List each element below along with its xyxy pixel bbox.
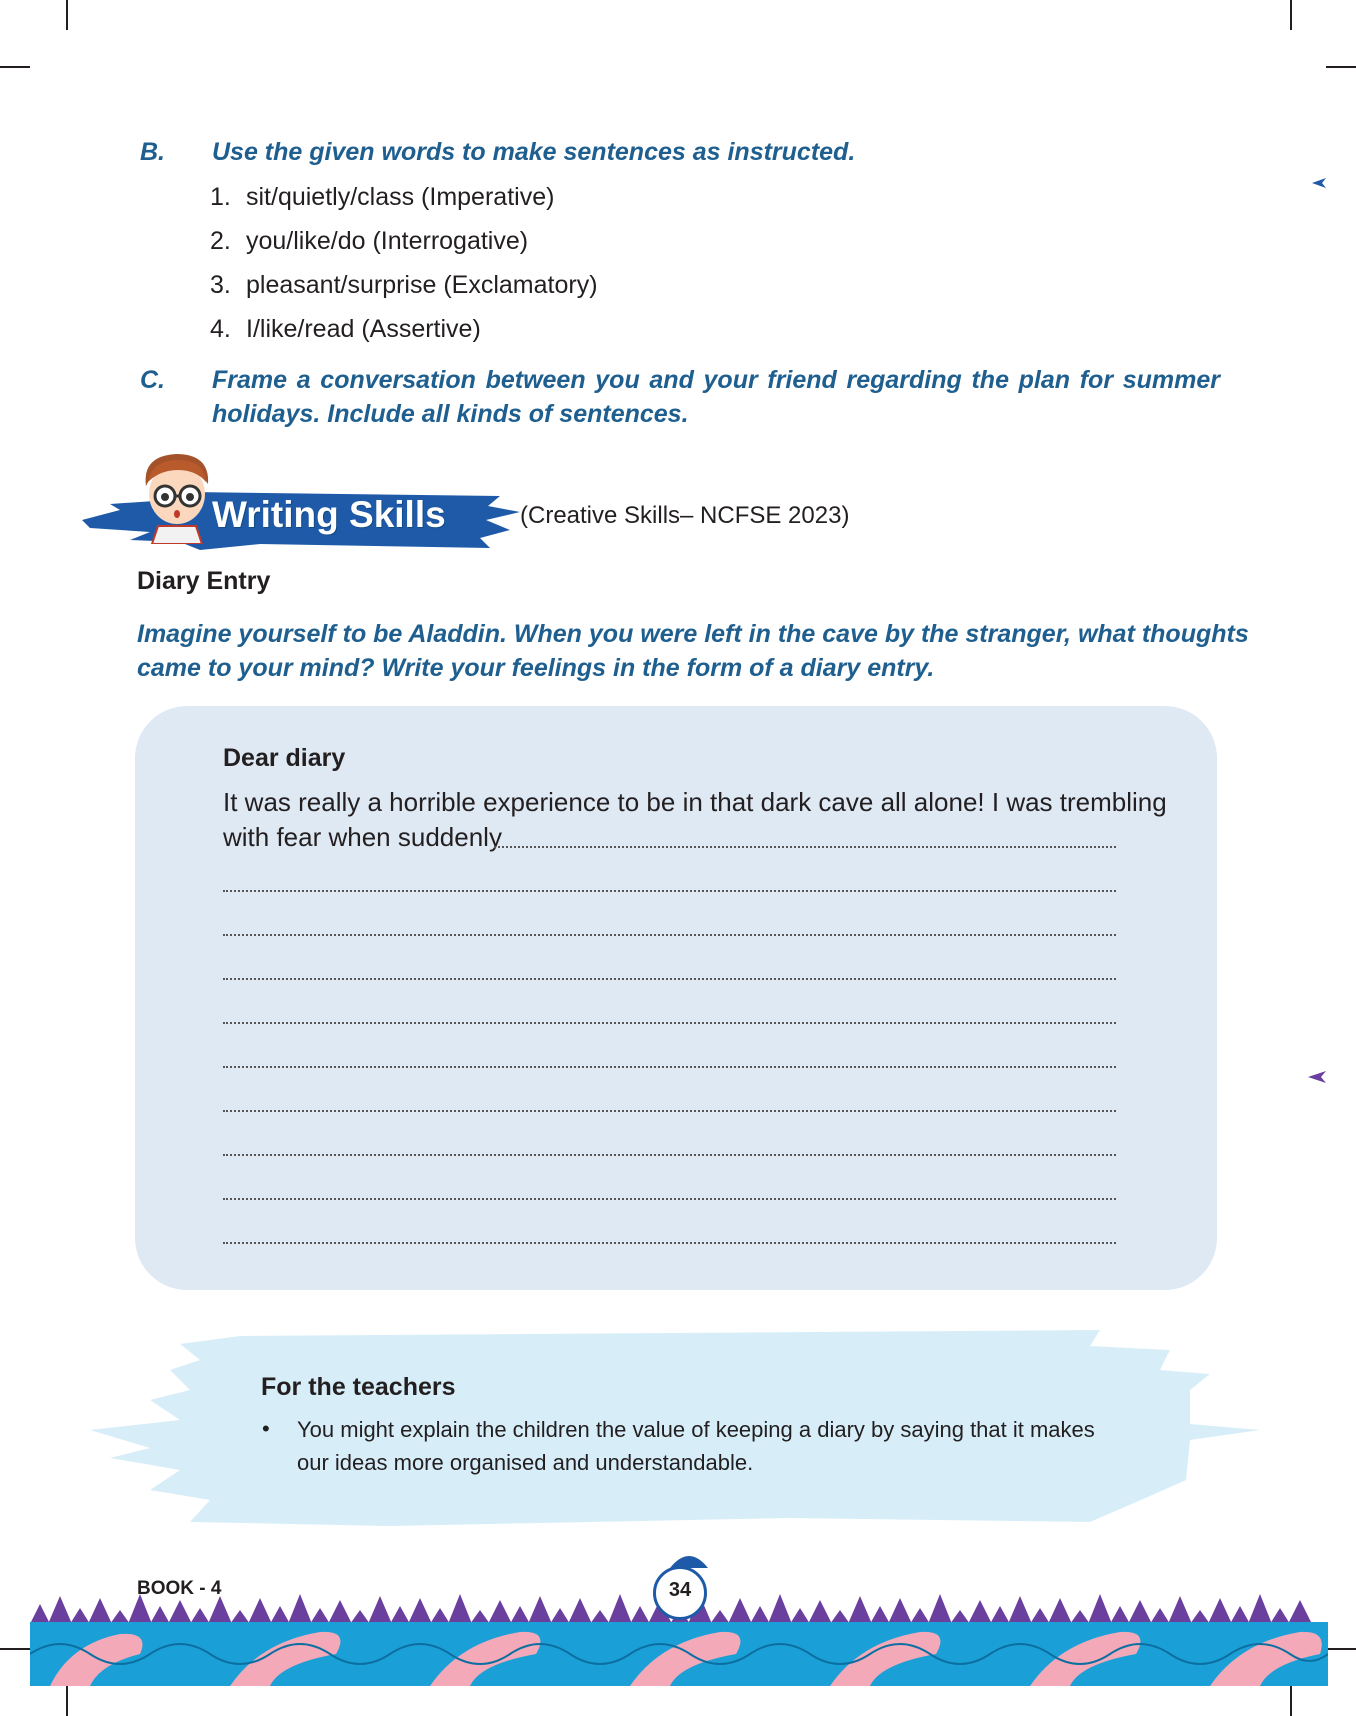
teachers-note-line2: our ideas more organised and understandable. [297,1450,754,1475]
section-c-instruction-line1: Frame a conversation between you and your friend regarding the plan for summer [212,366,1220,394]
list-item [210,227,528,256]
diary-writing-line[interactable] [223,934,1116,936]
diary-writing-line[interactable] [223,1242,1116,1244]
crop-mark [66,0,68,30]
crop-mark [0,66,30,68]
crop-mark [1290,1686,1292,1716]
list-item-text: sit/quietly/class (Imperative) [246,183,555,211]
list-item-number: 4. [210,315,231,343]
teachers-note-bullet: • [262,1416,270,1441]
diary-writing-line[interactable] [223,1110,1116,1112]
list-item [210,183,554,212]
section-c-letter: C. [140,366,165,394]
list-item [210,315,481,344]
crop-mark [0,1648,30,1650]
diary-writing-line[interactable] [223,890,1116,892]
writing-skills-title: Writing Skills [212,494,446,535]
list-item-number: 3. [210,271,231,299]
registration-arrow-icon [1308,1070,1328,1084]
diary-text-line1: It was really a horrible experience to be in that dark cave all alone! I was trembling [223,787,1167,817]
section-b-instruction: Use the given words to make sentences as instructed. [212,138,856,166]
list-item-number: 1. [210,183,231,211]
list-item-number: 2. [210,227,231,255]
crop-mark [66,1686,68,1716]
footer-book-label: BOOK - 4 [137,1578,222,1599]
boy-with-glasses-icon [132,448,222,544]
crop-mark [1326,66,1356,68]
list-item-text: I/like/read (Assertive) [246,315,481,343]
diary-writing-line[interactable] [223,1198,1116,1200]
teachers-note-title: For the teachers [261,1373,456,1401]
page-number: 34 [668,1579,692,1601]
diary-writing-line[interactable] [494,846,1116,848]
writing-skills-subtitle: (Creative Skills– NCFSE 2023) [520,502,850,529]
teachers-note-line1: You might explain the children the value of keeping a diary by saying that it makes [297,1417,1095,1442]
diary-writing-line[interactable] [223,1022,1116,1024]
section-c-instruction-line2: holidays. Include all kinds of sentences. [212,400,689,428]
diary-salutation: Dear diary [223,744,346,772]
registration-arrow-icon [1312,176,1328,190]
diary-writing-line[interactable] [223,1154,1116,1156]
diary-text-line2: with fear when suddenly [223,822,502,852]
diary-writing-line[interactable] [223,1066,1116,1068]
crop-mark [1326,1648,1356,1650]
list-item [210,271,598,300]
writing-prompt-line1: Imagine yourself to be Aladdin. When you were left in the cave by the stranger, what thoughts [137,620,1249,648]
list-item-text: you/like/do (Interrogative) [246,227,529,255]
section-b-letter: B. [140,138,165,166]
diary-entry-topic: Diary Entry [137,567,271,595]
diary-writing-line[interactable] [223,978,1116,980]
crop-mark [1290,0,1292,30]
writing-prompt-line2: came to your mind? Write your feelings in the form of a diary entry. [137,654,935,682]
list-item-text: pleasant/surprise (Exclamatory) [246,271,598,299]
